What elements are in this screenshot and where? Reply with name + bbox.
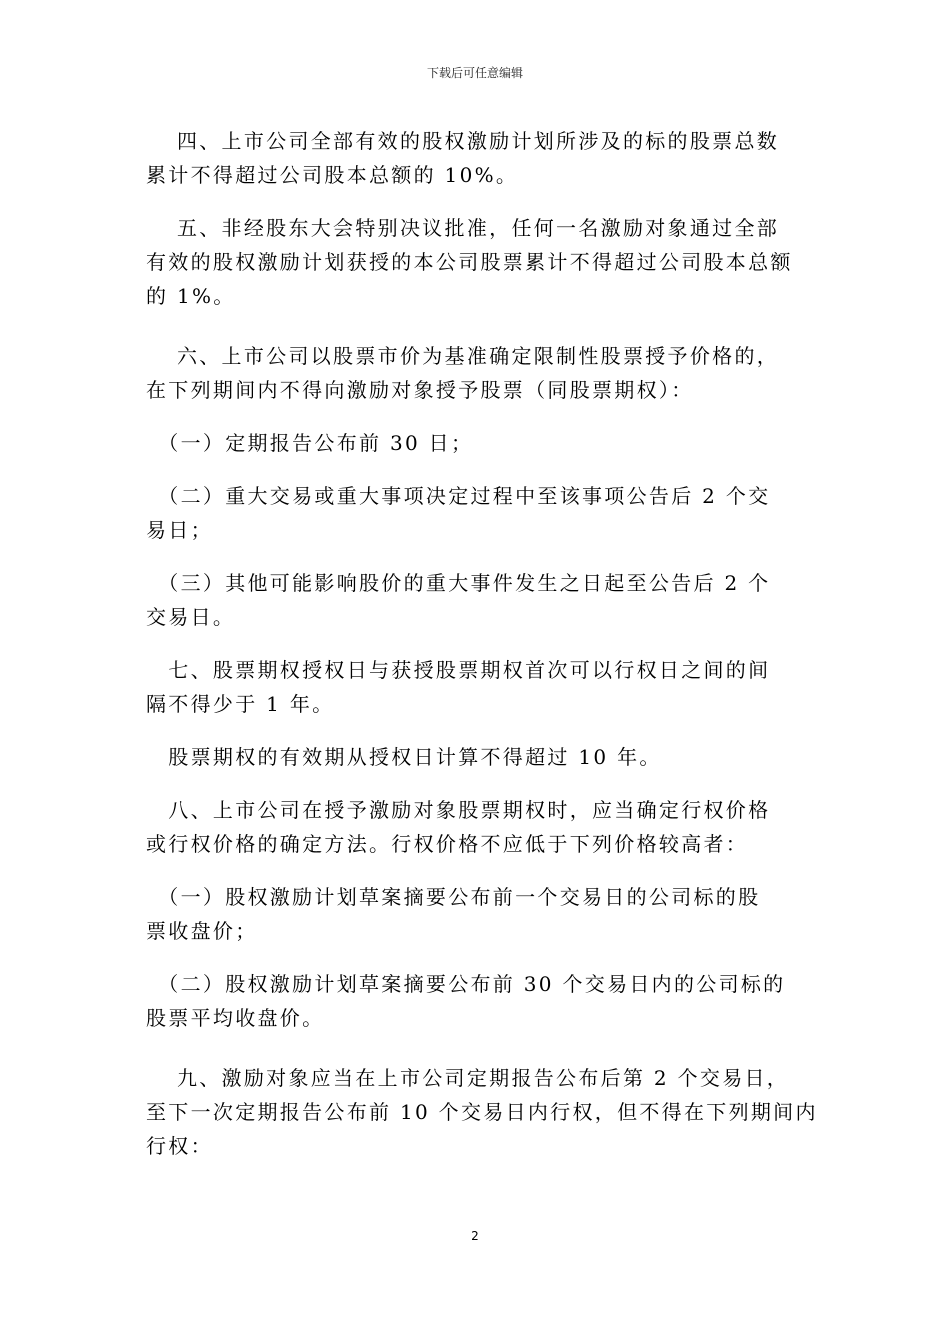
paragraph-line: 或行权价格的确定方法。行权价格不应低于下列价格较高者： — [146, 832, 749, 856]
paragraph-line: 股票期权的有效期从授权日计算不得超过 10 年。 — [146, 745, 662, 769]
paragraph-line: 行权： — [146, 1134, 213, 1158]
paragraph-line: 九、激励对象应当在上市公司定期报告公布后第 2 个交易日， — [146, 1066, 790, 1090]
paragraph-line: 六、上市公司以股票市价为基准确定限制性股票授予价格的， — [146, 344, 780, 368]
paragraph-7-validity — [146, 740, 806, 774]
paragraph-line: 至下一次定期报告公布前 10 个交易日内行权，但不得在下列期间内 — [146, 1100, 818, 1124]
paragraph-9 — [146, 1061, 818, 1163]
paragraph-line: （二）重大交易或重大事项决定过程中至该事项公告后 2 个交 — [146, 484, 771, 508]
paragraph-8 — [146, 793, 806, 861]
paragraph-6-3 — [146, 566, 806, 634]
paragraph-line: 七、股票期权授权日与获授股票期权首次可以行权日之间的间 — [146, 658, 771, 682]
paragraph-6-2 — [146, 479, 806, 547]
paragraph-line: 八、上市公司在授予激励对象股票期权时，应当确定行权价格 — [146, 798, 771, 822]
paragraph-line: （一）定期报告公布前 30 日； — [146, 431, 474, 455]
paragraph-line: （三）其他可能影响股价的重大事件发生之日起至公告后 2 个 — [146, 571, 771, 595]
paragraph-6-1 — [146, 426, 806, 460]
paragraph-4 — [146, 124, 806, 192]
paragraph-8-2 — [146, 967, 806, 1035]
paragraph-line: 隔不得少于 1 年。 — [146, 692, 335, 716]
paragraph-line: 累计不得超过公司股本总额的 10%。 — [146, 163, 519, 187]
paragraph-line: 股票平均收盘价。 — [146, 1006, 325, 1030]
paragraph-line: 有效的股权激励计划获授的本公司股票累计不得超过公司股本总额 — [146, 250, 793, 274]
page-number: 2 — [471, 1229, 479, 1243]
paragraph-6 — [146, 339, 806, 407]
page-header: 下载后可任意编辑 — [426, 66, 523, 80]
paragraph-line: 四、上市公司全部有效的股权激励计划所涉及的标的股票总数 — [146, 129, 780, 153]
paragraph-line: （二）股权激励计划草案摘要公布前 30 个交易日内的公司标的 — [146, 972, 786, 996]
paragraph-line: 的 1%。 — [146, 284, 236, 308]
paragraph-line: 易日； — [146, 518, 213, 542]
paragraph-line: 五、非经股东大会特别决议批准，任何一名激励对象通过全部 — [146, 216, 780, 240]
paragraph-7 — [146, 653, 806, 721]
paragraph-line: （一）股权激励计划草案摘要公布前一个交易日的公司标的股 — [146, 885, 761, 909]
paragraph-line: 交易日。 — [146, 605, 236, 629]
paragraph-line: 在下列期间内不得向激励对象授予股票（同股票期权）： — [146, 378, 694, 402]
paragraph-5 — [146, 211, 806, 313]
paragraph-8-1 — [146, 880, 806, 948]
paragraph-line: 票收盘价； — [146, 919, 258, 943]
